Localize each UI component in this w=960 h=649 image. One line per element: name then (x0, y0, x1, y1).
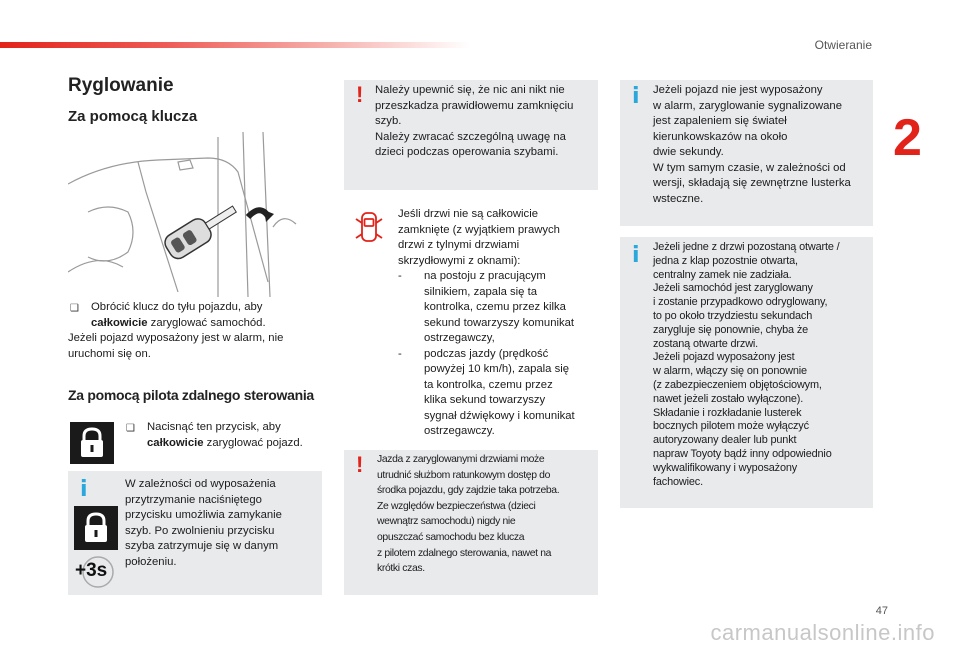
warning-icon: ! (356, 452, 364, 477)
key-instruction-text: Obrócić klucz do tyłu pojazdu, aby (91, 301, 263, 313)
warning-line: Jazda z zaryglowanymi drzwiami może (377, 454, 545, 465)
key-alarm-line: uruchomi się on. (68, 347, 151, 360)
remote-instruction-text-end: zaryglować pojazd. (206, 436, 303, 449)
info-line: autoryzowany dealer lub punkt (653, 434, 797, 447)
lock-hold-button-icon (74, 506, 118, 550)
doors-line: drzwi z tylnymi drzwiami (398, 239, 520, 251)
page-number: 47 (875, 605, 888, 617)
warning-line: Należy zwracać szczególną uwagę na (375, 130, 566, 143)
dash-marker: - (398, 270, 402, 282)
warning-locked-driving-text (377, 452, 597, 577)
warning-line: wewnątrz samochodu) nigdy nie (377, 516, 516, 528)
key-instruction-text-end: zaryglować samochód. (150, 316, 266, 329)
doors-item-line: ta kontrolka, czemu przez (424, 378, 553, 391)
subtitle-key: Za pomocą klucza (68, 108, 198, 125)
info-line: Jeżeli samochód jest zaryglowany (653, 282, 813, 295)
info-icon: i (632, 243, 640, 268)
doors-line: zamknięte (z wyjątkiem prawych (398, 223, 560, 236)
warning-line: Należy upewnić się, że nic ani nikt nie (375, 84, 565, 96)
warning-line: krótki czas. (377, 563, 425, 575)
warning-line: dzieci podczas operowania szybami. (375, 146, 559, 158)
doors-item-line: kontrolka, czemu przez kilka (424, 301, 566, 313)
lock-button-icon (70, 422, 114, 464)
remote-instruction (147, 420, 322, 451)
info-icon: i (632, 84, 640, 109)
watermark: carmanualsonline.info (710, 620, 935, 645)
info-line: Składanie i rozkładanie lusterek (653, 406, 802, 419)
info-box-window-closing-text (125, 477, 315, 570)
info-alarm-signal-text (653, 83, 871, 207)
warning-icon: ! (356, 82, 364, 107)
info-line: wykwalifikowany i wyposażony (653, 461, 798, 474)
doors-item-line: sekund towarzyszy komunikat (424, 316, 575, 329)
doors-item-line: ostrzegawczy. (424, 425, 495, 437)
doors-item-driving (398, 347, 598, 440)
info-central-lock-text (653, 241, 872, 489)
header-accent-bar (0, 42, 470, 48)
info-line: nawet jeżeli zostało wyłączone). (653, 392, 804, 405)
warning-windows-text (375, 83, 597, 161)
doors-item-line: ostrzegawczy, (424, 332, 495, 344)
car-door-key-illustration (68, 132, 324, 297)
info-line: napraw Toyoty bądź inny odpowiednio (653, 447, 832, 460)
warning-line: przeszkadza prawidłowemu zamknięciu (375, 99, 574, 112)
key-instruction-bold: całkowicie (91, 316, 148, 329)
doors-item-line: sygnał dźwiękowy i komunikat (424, 409, 575, 422)
info-line: (z zabezpieczeniem objętościowym, (653, 378, 822, 391)
info-line: zarygluje się ponownie, chyba że (653, 323, 809, 336)
info-line: w alarm, włączy się on ponownie (653, 365, 807, 378)
doors-item-line: klika sekund towarzyszy (424, 394, 546, 406)
info-line: W tym samym czasie, w zależności od (653, 161, 846, 174)
dash-marker: - (398, 347, 402, 360)
doors-item-line: silnikiem, zapala się ta (424, 285, 538, 298)
info-line: szyb. Po zwolnieniu przycisku (125, 524, 275, 537)
remote-instruction-text: Nacisnąć ten przycisk, aby (147, 421, 281, 433)
info-line: przycisku umożliwia zamykanie (125, 509, 282, 521)
doors-open-text (398, 207, 598, 440)
info-line: zostaną otwarte drzwi. (653, 337, 759, 350)
timer-label: +3s (75, 560, 108, 581)
doors-item-parked (398, 269, 598, 347)
info-line: to po około trzydziestu sekundach (653, 309, 813, 322)
info-line: W zależności od wyposażenia (125, 478, 276, 490)
info-line: kierunkowskazów na około (653, 130, 788, 143)
info-line: położeniu. (125, 555, 177, 568)
checkbox-bullet-icon: ❑ (70, 303, 79, 314)
info-line: w alarm, zaryglowanie sygnalizowane (653, 99, 842, 112)
info-line: Jeżeli jedne z drzwi pozostaną otwarte / (653, 241, 840, 253)
subtitle-remote: Za pomocą pilota zdalnego sterowania (68, 387, 314, 403)
remote-instruction-bold: całkowicie (147, 436, 204, 449)
info-line: wersji, składają się zewnętrzne lusterka (653, 177, 851, 189)
info-line: Jeżeli pojazd nie jest wyposażony (653, 84, 823, 96)
key-instruction (91, 300, 321, 331)
door-open-warning-icon (352, 210, 386, 244)
doors-line: Jeśli drzwi nie są całkowicie (398, 208, 539, 220)
info-line: fachowiec. (653, 475, 703, 488)
info-line: centralny zamek nie zadziała. (653, 268, 792, 281)
info-line: dwie sekundy. (653, 146, 724, 158)
info-icon: i (80, 477, 88, 502)
warning-line: Ze względów bezpieczeństwa (dzieci (377, 500, 536, 512)
page-title: Ryglowanie (68, 75, 174, 96)
warning-line: środka pojazdu, gdy zajdzie taka potrzeba. (377, 485, 560, 497)
key-alarm-line: Jeżeli pojazd wyposażony jest w alarm, nie (68, 332, 284, 344)
checkbox-bullet-icon: ❑ (126, 423, 135, 434)
key-alarm-note (68, 331, 318, 362)
chapter-number: 2 (893, 109, 922, 167)
warning-line: opuszczać samochodu bez klucza (377, 531, 525, 543)
doors-item-line: podczas jazdy (prędkość (424, 347, 549, 360)
warning-line: utrudnić służbom ratunkowym dostęp do (377, 469, 551, 481)
info-line: Jeżeli pojazd wyposażony jest (653, 351, 795, 364)
info-line: wsteczne. (653, 192, 704, 205)
doors-line: skrzydłowymi z oknami): (398, 254, 521, 267)
doors-item-line: powyżej 10 km/h), zapala się (424, 363, 570, 375)
info-line: jest zapaleniem się świateł (653, 115, 787, 127)
info-line: i zostanie przypadkowo odryglowany, (653, 296, 828, 309)
doors-item-line: na postoju z pracującym (424, 270, 546, 282)
warning-line: szyb. (375, 115, 402, 127)
timer-3s-icon (74, 555, 118, 589)
info-line: szyba zatrzymuje się w danym (125, 540, 279, 552)
info-line: jedna z klap pozostnie otwarta, (653, 254, 798, 267)
warning-line: z pilotem zdalnego sterowania, nawet na (377, 547, 552, 559)
section-label: Otwieranie (814, 38, 872, 52)
info-line: przytrzymanie naciśniętego (125, 493, 262, 506)
info-line: bocznych pilotem może wyłączyć (653, 420, 809, 433)
